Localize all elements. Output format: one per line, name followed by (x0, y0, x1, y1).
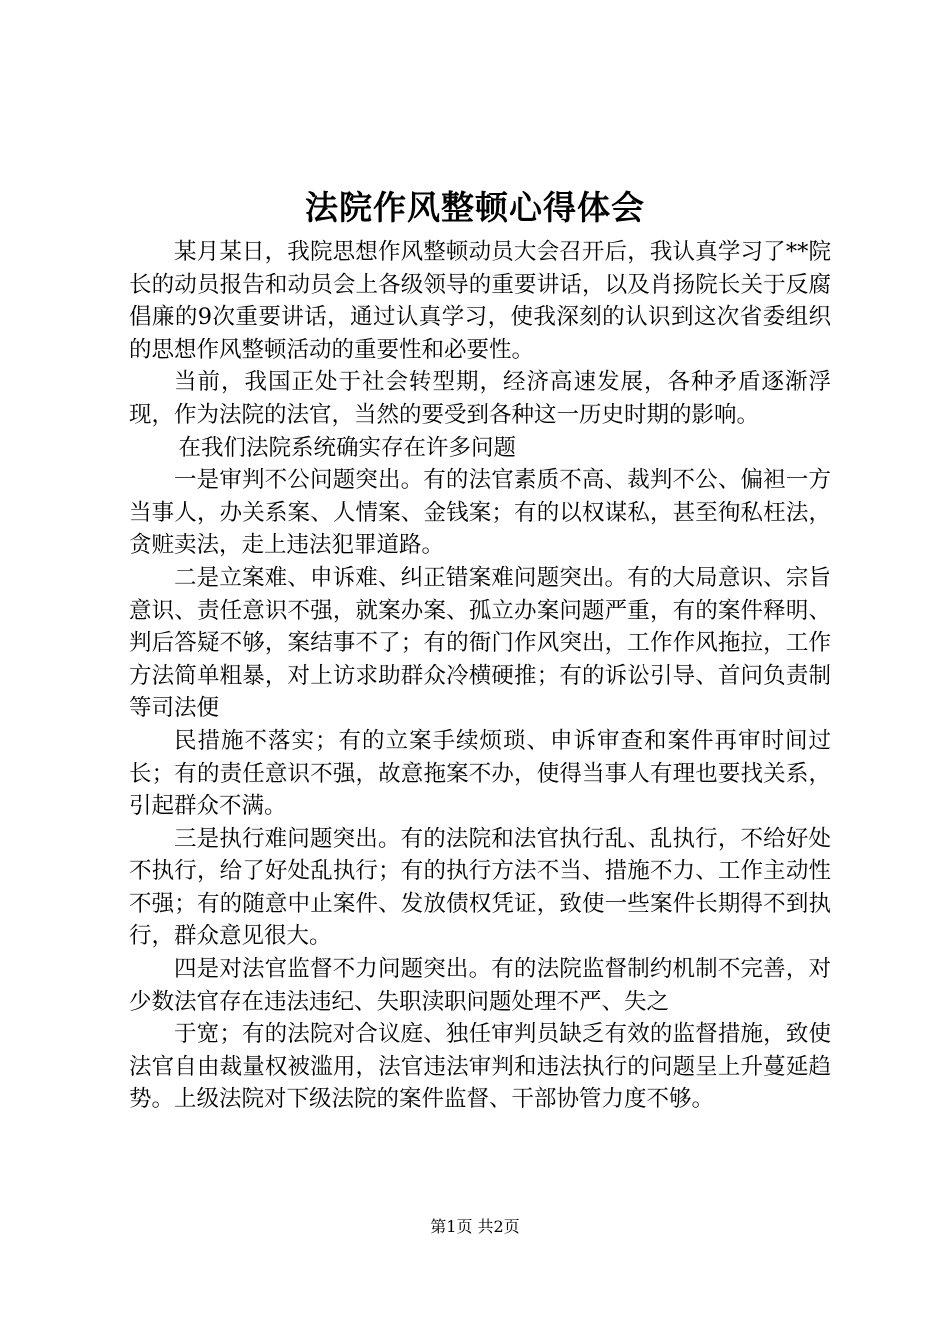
paragraph: 二是立案难、申诉难、纠正错案难问题突出。有的大局意识、宗旨意识、责任意识不强，就案办案、孤立办案问题严重，有的案件释明、判后答疑不够，案结事不了；有的衙门作风突出，工作作风拖拉，工作方法简单粗暴，对上访求助群众冷横硬推；有的诉讼引导、首问负责制等司法便 (129, 564, 831, 722)
page-footer: 第1页 共2页 (430, 1217, 520, 1236)
paragraph: 民措施不落实；有的立案手续烦琐、申诉审查和案件再审时间过长；有的责任意识不强，故意拖案不办，使得当事人有理也要找关系，引起群众不满。 (129, 727, 831, 820)
paragraph: 一是审判不公问题突出。有的法官素质不高、裁判不公、偏袒一方当事人，办关系案、人情案、金钱案；有的以权谋私，甚至徇私枉法，贪赃卖法，走上违法犯罪道路。 (129, 467, 831, 559)
paragraph: 当前，我国正处于社会转型期，经济高速发展，各种矛盾逐渐浮现，作为法院的法官，当然的要受到各种这一历史时期的影响。 (129, 369, 831, 428)
paragraph: 三是执行难问题突出。有的法院和法官执行乱、乱执行，不给好处不执行，给了好处乱执行；有的执行方法不当、措施不力、工作主动性不强；有的随意中止案件、发放债权凭证，致使一些案件长期得不到执行，群众意见很大。 (129, 825, 831, 950)
paragraph: 四是对法官监督不力问题突出。有的法院监督制约机制不完善，对少数法官存在违法违纪、失职渎职问题处理不严、失之 (129, 956, 831, 1015)
paragraph: 于宽；有的法院对合议庭、独任审判员缺乏有效的监督措施，致使法官自由裁量权被滥用，法官违法审判和违法执行的问题呈上升蔓延趋势。上级法院对下级法院的案件监督、干部协管力度不够。 (129, 1021, 831, 1113)
document-title: 法院作风整顿心得体会 (305, 188, 645, 227)
paragraph: 在我们法院系统确实存在许多问题 (178, 434, 517, 461)
paragraph: 某月某日，我院思想作风整顿动员大会召开后，我认真学习了**院长的动员报告和动员会上各级领导的重要讲话，以及肖扬院长关于反腐倡廉的9次重要讲话，通过认真学习，使我深刻的认识到这次省委组织的思想作风整顿活动的重要性和必要性。 (129, 239, 831, 363)
document-body (129, 236, 831, 1116)
